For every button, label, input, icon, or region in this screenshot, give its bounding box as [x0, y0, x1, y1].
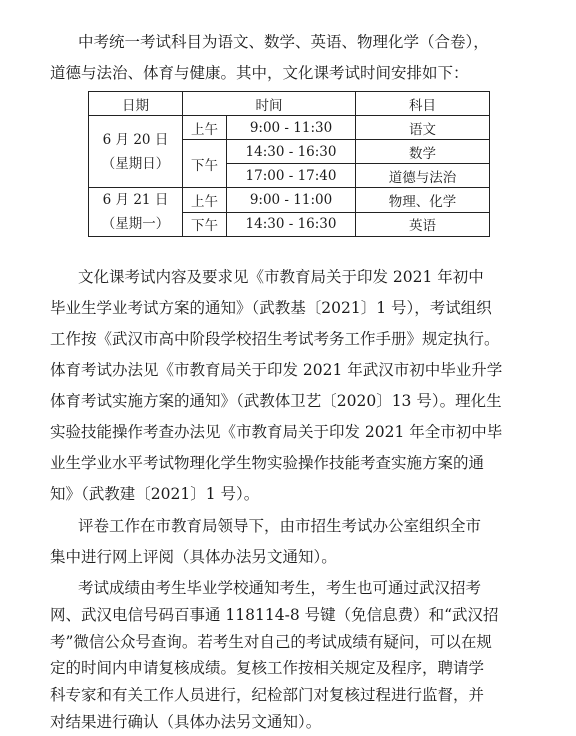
time-cell: 17:00 - 17:40 — [227, 164, 356, 188]
time-cell: 14:30 - 16:30 — [227, 140, 356, 164]
intro-line-1: 中考统一考试科目为语文、数学、英语、物理化学（合卷）， — [78, 33, 489, 51]
time-cell: 9:00 - 11:30 — [227, 116, 356, 140]
para1-line: 体育考试实施方案的通知》（武教体卫艺〔2020〕13 号）。理化生 — [50, 392, 502, 410]
day1-weekday: （星期日） — [101, 155, 170, 172]
para1-line: 体育考试办法见《市教育局关于印发 2021 年武汉市初中毕业升学 — [50, 361, 503, 379]
table-row — [89, 188, 490, 213]
time-cell: 9:00 - 11:00 — [227, 188, 356, 213]
day1-date: 6 月 20 日 — [102, 131, 169, 148]
para3-line: 定的时间内申请复核成绩。复核工作按相关规定及程序，聘请学 — [50, 659, 485, 677]
para1-line: 毕业生学业考试方案的通知》（武教基〔2021〕1 号），考试组织 — [50, 299, 492, 317]
date-cell-day2 — [89, 188, 183, 237]
para3-line: 科专家和有关工作人员进行，纪检部门对复核过程进行监督，并 — [50, 686, 485, 704]
para1-line: 知》（武教建〔2021〕1 号）。 — [50, 485, 260, 503]
subject-cell: 道德与法治 — [356, 164, 490, 188]
para3-line: 对结果进行确认（具体办法另文通知）。 — [50, 713, 322, 731]
header-time: 时间 — [183, 92, 356, 116]
para1-line: 业生学业水平考试物理化学生物实验操作技能考查实施方案的通 — [50, 454, 485, 472]
subject-cell: 数学 — [356, 140, 490, 164]
para1-line: 文化课考试内容及要求见《市教育局关于印发 2021 年初中 — [78, 268, 484, 286]
intro-line-2: 道德与法治、体育与健康。其中，文化课考试时间安排如下： — [50, 64, 469, 82]
subject-cell: 英语 — [356, 212, 490, 237]
header-date: 日期 — [89, 92, 183, 116]
subject-cell: 物理、化学 — [356, 188, 490, 213]
para2-line: 评卷工作在市教育局领导下，由市招生考试办公室组织全市 — [78, 517, 482, 535]
am-cell: 上午 — [183, 116, 227, 140]
date-cell-day1 — [89, 116, 183, 188]
para3-line: 网、武汉电信号码百事通 118114-8 号键（免信息费）和“武汉招 — [50, 606, 499, 624]
pm-cell: 下午 — [183, 212, 227, 237]
day2-date: 6 月 21 日 — [102, 192, 169, 208]
time-cell: 14:30 - 16:30 — [227, 212, 356, 237]
table-header-row — [89, 92, 490, 116]
exam-schedule-table — [88, 91, 490, 237]
pm-cell: 下午 — [183, 140, 227, 188]
day2-weekday: （星期一） — [101, 216, 170, 232]
para1-line: 实验技能操作考查办法见《市教育局关于印发 2021 年全市初中毕 — [50, 423, 503, 441]
para3-line: 考试成绩由考生毕业学校通知考生，考生也可通过武汉招考 — [78, 579, 482, 597]
subject-cell: 语文 — [356, 116, 490, 140]
para3-line: 考”微信公众号查询。若考生对自己的考试成绩有疑问，可以在规 — [50, 633, 492, 651]
am-cell: 上午 — [183, 188, 227, 213]
header-subject: 科目 — [356, 92, 490, 116]
para2-line: 集中进行网上评阅（具体办法另文通知）。 — [50, 548, 337, 566]
para1-line: 工作按《武汉市高中阶段学校招生考试考务工作手册》规定执行。 — [50, 330, 500, 348]
table-row — [89, 116, 490, 140]
